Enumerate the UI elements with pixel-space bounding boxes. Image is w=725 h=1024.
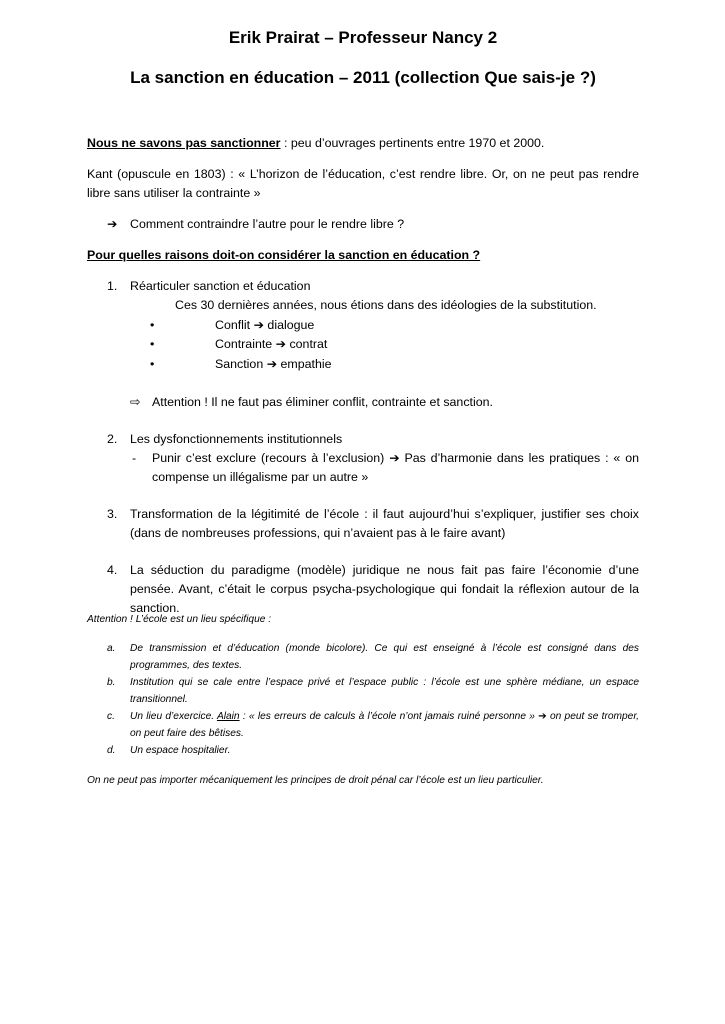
item-number: 1. (107, 279, 118, 293)
arrow-icon: ➔ (253, 318, 264, 332)
item-text: Un espace hospitalier. (130, 745, 231, 756)
item-text: La séduction du paradigme (modèle) juridique ne nous fait pas faire l’économie d’une pensée. Avant, c’était le corpus psycha-psychologique qui fondait la réflexion autour de la sanction. (130, 563, 639, 615)
hollow-arrow-icon: ⇨ (130, 395, 141, 409)
bullet-icon: • (150, 318, 155, 332)
bullet-icon: • (150, 357, 155, 371)
item-text: Un lieu d’exercice. Alain : « les erreurs de calculs à l’école n’ont jamais ruiné personne » ➔ on peut se tromper, on peut faire des bêtises. (130, 711, 639, 739)
section-heading: Pour quelles raisons doit-on considérer la sanction en éducation ? (87, 248, 481, 262)
bullet-to: empathie (280, 357, 332, 371)
arrow-icon: ➔ (266, 357, 278, 371)
arrow-icon: ➔ (107, 217, 118, 231)
arrow-icon: ➔ (389, 451, 400, 465)
item-number: 2. (107, 432, 118, 446)
item-title: Réarticuler sanction et éducation (130, 279, 311, 293)
ecole-heading: Attention ! L’école est un lieu spécifique : (87, 614, 272, 625)
intro-paragraph (87, 134, 639, 153)
intro-text: : peu d’ouvrages pertinents entre 1970 et 2000. (280, 136, 545, 150)
bullet-to: dialogue (267, 318, 315, 332)
kant-paragraph: Kant (opuscule en 1803) : « L’horizon de l’éducation, c’est rendre libre. Or, on ne peut pas rendre libre sans utiliser la contrainte » (87, 167, 639, 200)
bullet-to: contrat (289, 337, 328, 351)
bullet-from: Contrainte (215, 337, 273, 351)
item-letter: b. (107, 677, 116, 688)
item-number: 4. (107, 563, 118, 577)
document-subtitle: La sanction en éducation – 2011 (collection Que sais-je ?) (130, 68, 596, 87)
document-title: Erik Prairat – Professeur Nancy 2 (228, 28, 498, 47)
arrow-icon: ➔ (275, 337, 287, 351)
conclusion-text: On ne peut pas importer mécaniquement les principes de droit pénal car l’école est un lieu particulier. (87, 775, 544, 786)
item-title: Les dysfonctionnements institutionnels (130, 432, 343, 446)
dash-marker: - (132, 451, 137, 465)
arrow-icon: ➔ (538, 711, 547, 722)
item-letter: a. (107, 643, 116, 654)
item-number: 3. (107, 507, 118, 521)
attention-text: Attention ! Il ne faut pas éliminer conflit, contrainte et sanction. (152, 395, 493, 409)
item1-sub-text: Ces 30 dernières années, nous étions dans des idéologies de la substitution. (175, 298, 597, 312)
item-text: Institution qui se cale entre l’espace privé et l’espace public : l’école est une sphère médiane, un espace transitionnel. (130, 677, 639, 705)
item-text: Transformation de la légitimité de l’école : il faut aujourd’hui s’expliquer, justifier ses choix (dans de nombreuses professions, qui n’avaient pas à le faire avant) (130, 507, 639, 540)
item2-dash-text: Punir c’est exclure (recours à l’exclusion) ➔ Pas d’harmonie dans les pratiques : « on compense un illégalisme par un autre » (152, 451, 639, 484)
bullet-from: Sanction (215, 357, 264, 371)
bullet-icon: • (150, 337, 155, 351)
item-text: De transmission et d’éducation (monde bicolore). Ce qui est enseigné à l’école est consigné dans des programmes, des textes. (130, 643, 639, 671)
item-letter: d. (107, 745, 116, 756)
author-name: Alain (216, 711, 240, 722)
intro-heading: Nous ne savons pas sanctionner (87, 136, 281, 150)
question-text: Comment contraindre l’autre pour le rendre libre ? (130, 217, 405, 231)
bullet-from: Conflit (215, 318, 251, 332)
item-letter: c. (107, 711, 115, 722)
